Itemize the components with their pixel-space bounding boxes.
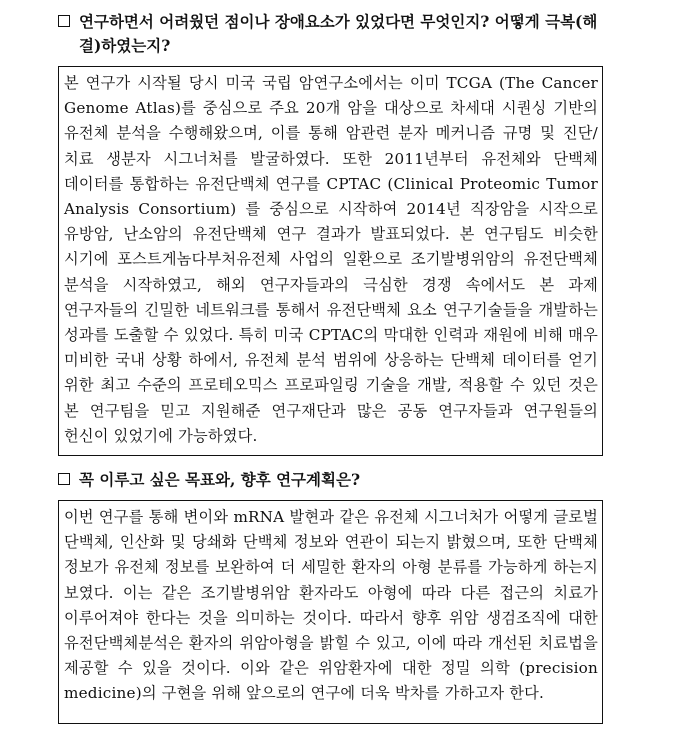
answer-box-goals: [58, 500, 603, 724]
answer-paragraph: 본 연구가 시작될 당시 미국 국립 암연구소에서는 이미 TCGA (The Cancer Genome Atlas)를 중심으로 주요 20개 암을 대상으로 차세대 시퀀싱 기반의 유전체 분석을 수행해왔으며, 이를 통해 암관련 분자 메커니즘 규명 및 진단/치료 생분자 시그너처를 발굴하였다. 또한 2011년부터 유전체와 단백체 데이터를 통합하는 유전단백체 연구를 CPTAC (Clinical Proteomic Tumor Analysis Consortium) 를 중심으로 시작하여 2014년 직장암을 시작으로 유방암, 난소암의 유전단백체 연구 결과가 발표되었다. 본 연구팀도 비슷한 시기에 포스트게놈다부처유전체 사업의 일환으로 조기발병위암의 유전단백체 분석을 시작하였고, 해외 연구자들과의 극심한 경쟁 속에서도 본 과제 연구자들의 긴밀한 네트워크를 통해서 유전단백체 요소 연구기술들을 개발하는 성과를 도출할 수 있었다. 특히 미국 CPTAC의 막대한 인력과 재원에 비해 매우 미비한 국내 상황 하에서, 유전체 분석 범위에 상응하는 단백체 데이터를 얻기 위한 최고 수준의 프로테오믹스 프로파일링 기술을 개발, 적용할 수 있던 것은 본 연구팀을 믿고 지원해준 연구재단과 많은 공동 연구자들과 연구원들의 헌신이 있었기에 가능하였다.: [64, 74, 598, 445]
checkbox-square-icon: [58, 15, 70, 27]
question-text: 연구하면서 어려웠던 점이나 장애요소가 있었다면 무엇인지? 어떻게 극복(해결)하였는지?: [79, 12, 598, 55]
question-heading-difficulties: [58, 10, 618, 58]
answer-paragraph: 이번 연구를 통해 변이와 mRNA 발현과 같은 유전체 시그너처가 어떻게 글로벌 단백체, 인산화 및 당쇄화 단백체 정보와 연관이 되는지 밝혔으며, 또한 단백체 정보가 유전체 정보를 보완하여 더 세밀한 환자의 아형 분류를 가능하게 하는지 보였다. 이는 같은 조기발병위암 환자라도 아형에 따라 다른 접근의 치료가 이루어져야 한다는 것을 의미하는 것이다. 따라서 향후 위암 생검조직에 대한 유전단백체분석은 환자의 위암아형을 밝힐 수 있고, 이에 따라 개선된 치료법을 제공할 수 있을 것이다. 이와 같은 위암환자에 대한 정밀 의학 (precision medicine)의 구현을 위해 앞으로의 연구에 더욱 박차를 가하고자 한다.: [64, 508, 598, 703]
question-heading-goals: [58, 468, 618, 492]
checkbox-square-icon: [58, 473, 70, 485]
answer-box-difficulties: [58, 66, 603, 456]
question-text: 꼭 이루고 싶은 목표와, 향후 연구계획은?: [79, 470, 361, 489]
